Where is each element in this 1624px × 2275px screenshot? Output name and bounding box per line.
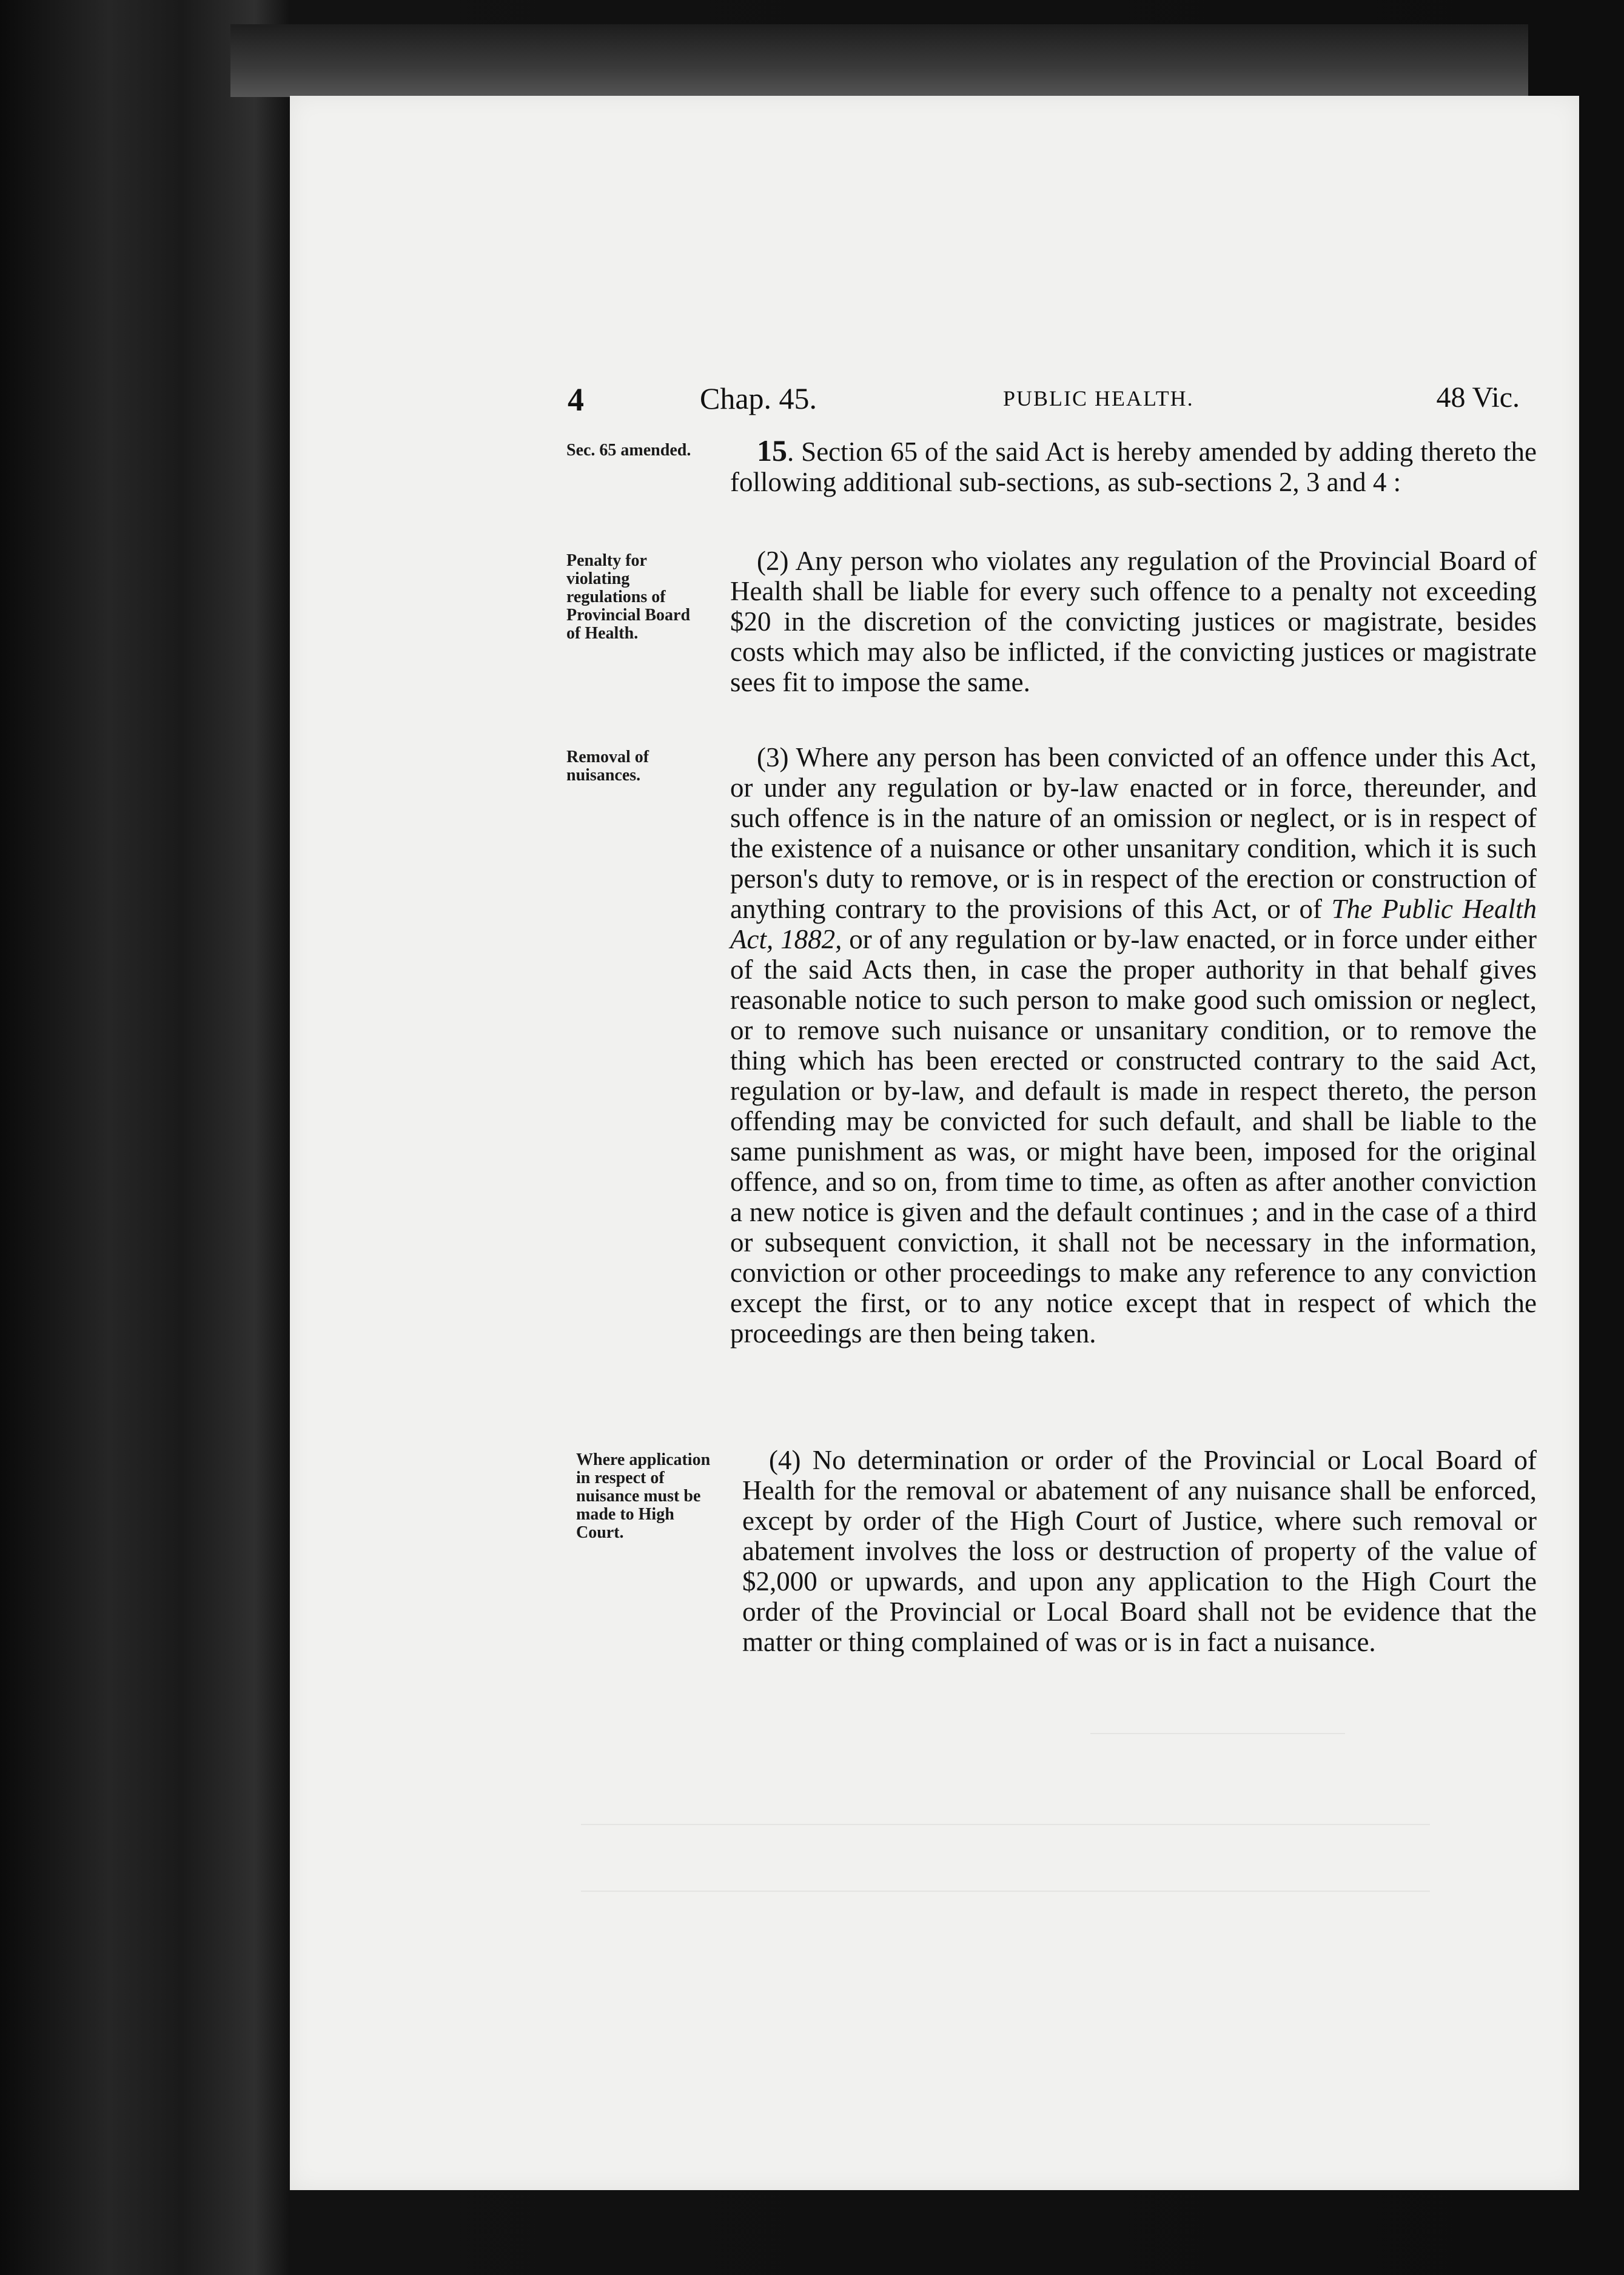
subsection-text: Any person who violates any regulation of the Provincial Board of Health shall be liable for every such offence to a penalty not exceeding $20 in the discretion of the convicting justices or magistrate, besides costs which may also be inflicted, if the convicting justices or magistrate sees fit to impose the same. <box>730 546 1537 697</box>
marginal-note: Sec. 65 amended. <box>566 441 691 460</box>
subsection-number: (2) <box>757 546 789 576</box>
chapter-label: Chap. 45. <box>700 381 817 415</box>
subsection-number: (3) <box>757 742 789 772</box>
marginal-note: Penalty for violating regulations of Provincial Board of Health. <box>566 551 691 643</box>
section-number: 15 <box>757 434 787 467</box>
subsection-paragraph <box>730 546 1537 697</box>
subsection-paragraph <box>730 742 1537 1349</box>
subsection-paragraph <box>742 1445 1537 1657</box>
marginal-note: Where application in respect of nuisance must be made to High Court. <box>576 1450 711 1542</box>
marginal-note: Removal of nuisances. <box>566 748 649 785</box>
subsection-number: (4) <box>769 1445 801 1475</box>
page-number: 4 <box>568 381 584 418</box>
subsection-text-continued: or of any regulation or by-law enacted, or in force under either of the said Acts then, in case the proper authority in that behalf gives reasonable notice to such person to make good such omission or neglect, or to remove such nuisance or unsanitary condition, or to remove the thing which has been erected or constructed contrary to the said Act, regulation or by-law, and default is made in respect thereto, the person offending may be convicted for such default, and shall be liable to the same punishment as was, or might have been, imposed for the original offence, and so on, from time to time, as often as after another conviction a new notice is given and the default continues ; and in the case of a third or subsequent conviction, it shall not be necessary in the information, conviction or other proceedings to make any reference to any conviction except the first, or to any notice except that in respect of which the proceedings are then being taken. <box>730 924 1537 1349</box>
section-text: . Section 65 of the said Act is hereby amended by adding thereto the following additional sub-sections, as sub-sections 2, 3 and 4 : <box>730 437 1537 497</box>
subsection-text: No determination or order of the Provincial or Local Board of Health for the removal or abatement of any nuisance shall be enforced, except by order of the High Court of Justice, where such removal or abatement involves the loss or destruction of property of the value of $2,000 or upwards, and upon any application to the High Court the order of the Provincial or Local Board shall not be evidence that the matter or thing complained of was or is in fact a nuisance. <box>742 1445 1537 1657</box>
regnal-year: 48 Vic. <box>1436 381 1520 414</box>
running-title: PUBLIC HEALTH. <box>1003 386 1194 410</box>
cited-act-title: The Public Health Act, 1882, <box>730 894 1537 954</box>
scanner-edge <box>230 24 1528 97</box>
subsection-text: Where any person has been convicted of an offence under this Act, or under any regulation or by-law enacted or in force, thereunder, and such offence is in the nature of an omission or neglect, or is in respect of the existence of a nuisance or other unsanitary condition, which it is such person's duty to remove, or is in respect of the erection or construction of anything contrary to the provisions of this Act, or of <box>730 742 1537 924</box>
page-content <box>290 96 1579 2190</box>
running-header <box>568 381 1520 429</box>
section-paragraph <box>730 435 1537 497</box>
